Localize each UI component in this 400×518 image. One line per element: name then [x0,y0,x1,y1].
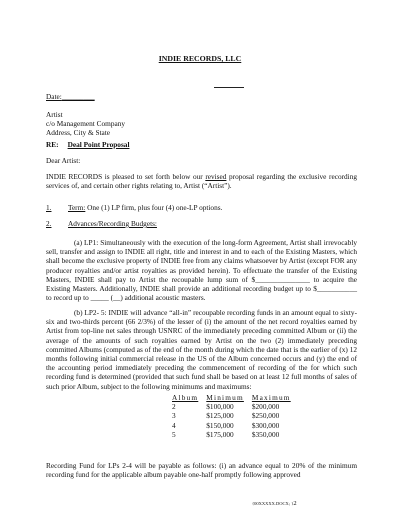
section-2-number: 2. [46,219,52,228]
salutation: Dear Artist: [46,156,81,165]
minimum-cell: $125,000 [206,411,234,421]
section-1-text: One (1) LP firm, plus four (4) one-LP options. [85,203,223,212]
intro-text-post: proposal regarding the exclusive recording services of, and certain other rights relating to, Artist (“Artist”). [46,172,358,191]
intro-text-pre: INDIE RECORDS is pleased to set forth below our [46,172,206,181]
album-cell: 2 [172,402,176,412]
address-line-3: Address, City & State [46,128,111,138]
section-2-label: Advances/Recording Budgets: [68,219,157,228]
recording-fund-paragraph: Recording Fund for LPs 2-4 will be payable as follows: (i) an advance equal to 20% of the minimum recording fund for the applicable album payable one-half promptly following approved [46,461,357,480]
table-row [172,411,299,420]
album-cell: 3 [172,411,176,421]
budget-table [172,393,299,439]
intro-revised: revised [205,172,227,181]
subject-line [46,140,357,149]
section-advances [46,219,357,228]
header-rule [214,87,244,88]
table-row [172,402,299,411]
address-line-2: c/o Management Company [46,119,126,129]
maximum-cell: $200,000 [251,402,280,412]
date-line [46,92,95,101]
re-label: RE: [46,140,59,149]
album-cell: 5 [172,429,176,439]
re-subject: Deal Point Proposal [67,140,130,149]
maximum-cell: $250,000 [251,411,280,421]
section-1-label: Term: [68,203,86,212]
date-value: _________ [61,92,95,101]
address-line-1: Artist [46,110,63,119]
maximum-cell: $300,000 [251,420,280,430]
lp1-paragraph: (a) LP1: Simultaneously with the execution of the long-form Agreement, Artist shall irrevocably sell, transfer and assign to INDIE all right, title and interest in and to each of the Existing Masters, which shall become the exclusive property of INDIE free from any claims whatsoever by Artist (except FOR any producer royalties and/or artist royalties as provided herein). To effectuate the transfer of the Existing Masters, INDIE shall pay to Artist the recoupable lump sum of $_______________ to acquire the Existing Masters. Additionally, INDIE shall provide an additional recording budget up to $___________ to record up to _____ (__) additional acoustic masters. [46,238,357,303]
minimum-cell: $100,000 [206,402,234,412]
lp2-paragraph: (b) LP2- 5: INDIE will advance “all-in” recoupable recording funds in an amount equal to sixty-six and two-thirds percent (66 2/3%) of the lesser of (i) the amount of the net record royalties earned by Artist from top-line net sales through USNRC of the immediately preceding committed Album or (ii) the average of the amounts of such royalties earned by Artist on the two (2) immediately preceding committed Albums (computed as of the end of the month during which the date that is the earlier of (x) 12 months following initial commercial release in the US of the Album concerned occurs and (y) the end of the accounting period immediately preceding the commencement of recording of the for which such recording fund is determined (provided that such fund shall be based on at least 12 full months of sales of such prior Album, subject to the following minimums and maximums: [46,308,357,391]
section-1-number: 1. [46,203,52,212]
minimum-cell: $150,000 [206,420,234,430]
footer-doc-code: {00XXXXX.DOCX; } [252,501,294,506]
page-number: 2 [293,500,297,507]
col-maximum: Maximum [251,393,291,402]
table-row [172,421,299,430]
album-cell: 4 [172,420,176,430]
page-footer [252,501,297,507]
budget-table-header [172,393,299,402]
table-row [172,430,299,439]
maximum-cell: $350,000 [251,429,280,439]
intro-paragraph [46,172,357,190]
date-label: Date: [46,92,62,101]
minimum-cell: $175,000 [206,429,234,439]
col-album: Album [172,393,199,402]
recipient-address [46,110,357,138]
col-minimum: Minimum [206,393,244,402]
section-term [46,203,357,212]
company-title: INDIE RECORDS, LLC [158,54,242,63]
